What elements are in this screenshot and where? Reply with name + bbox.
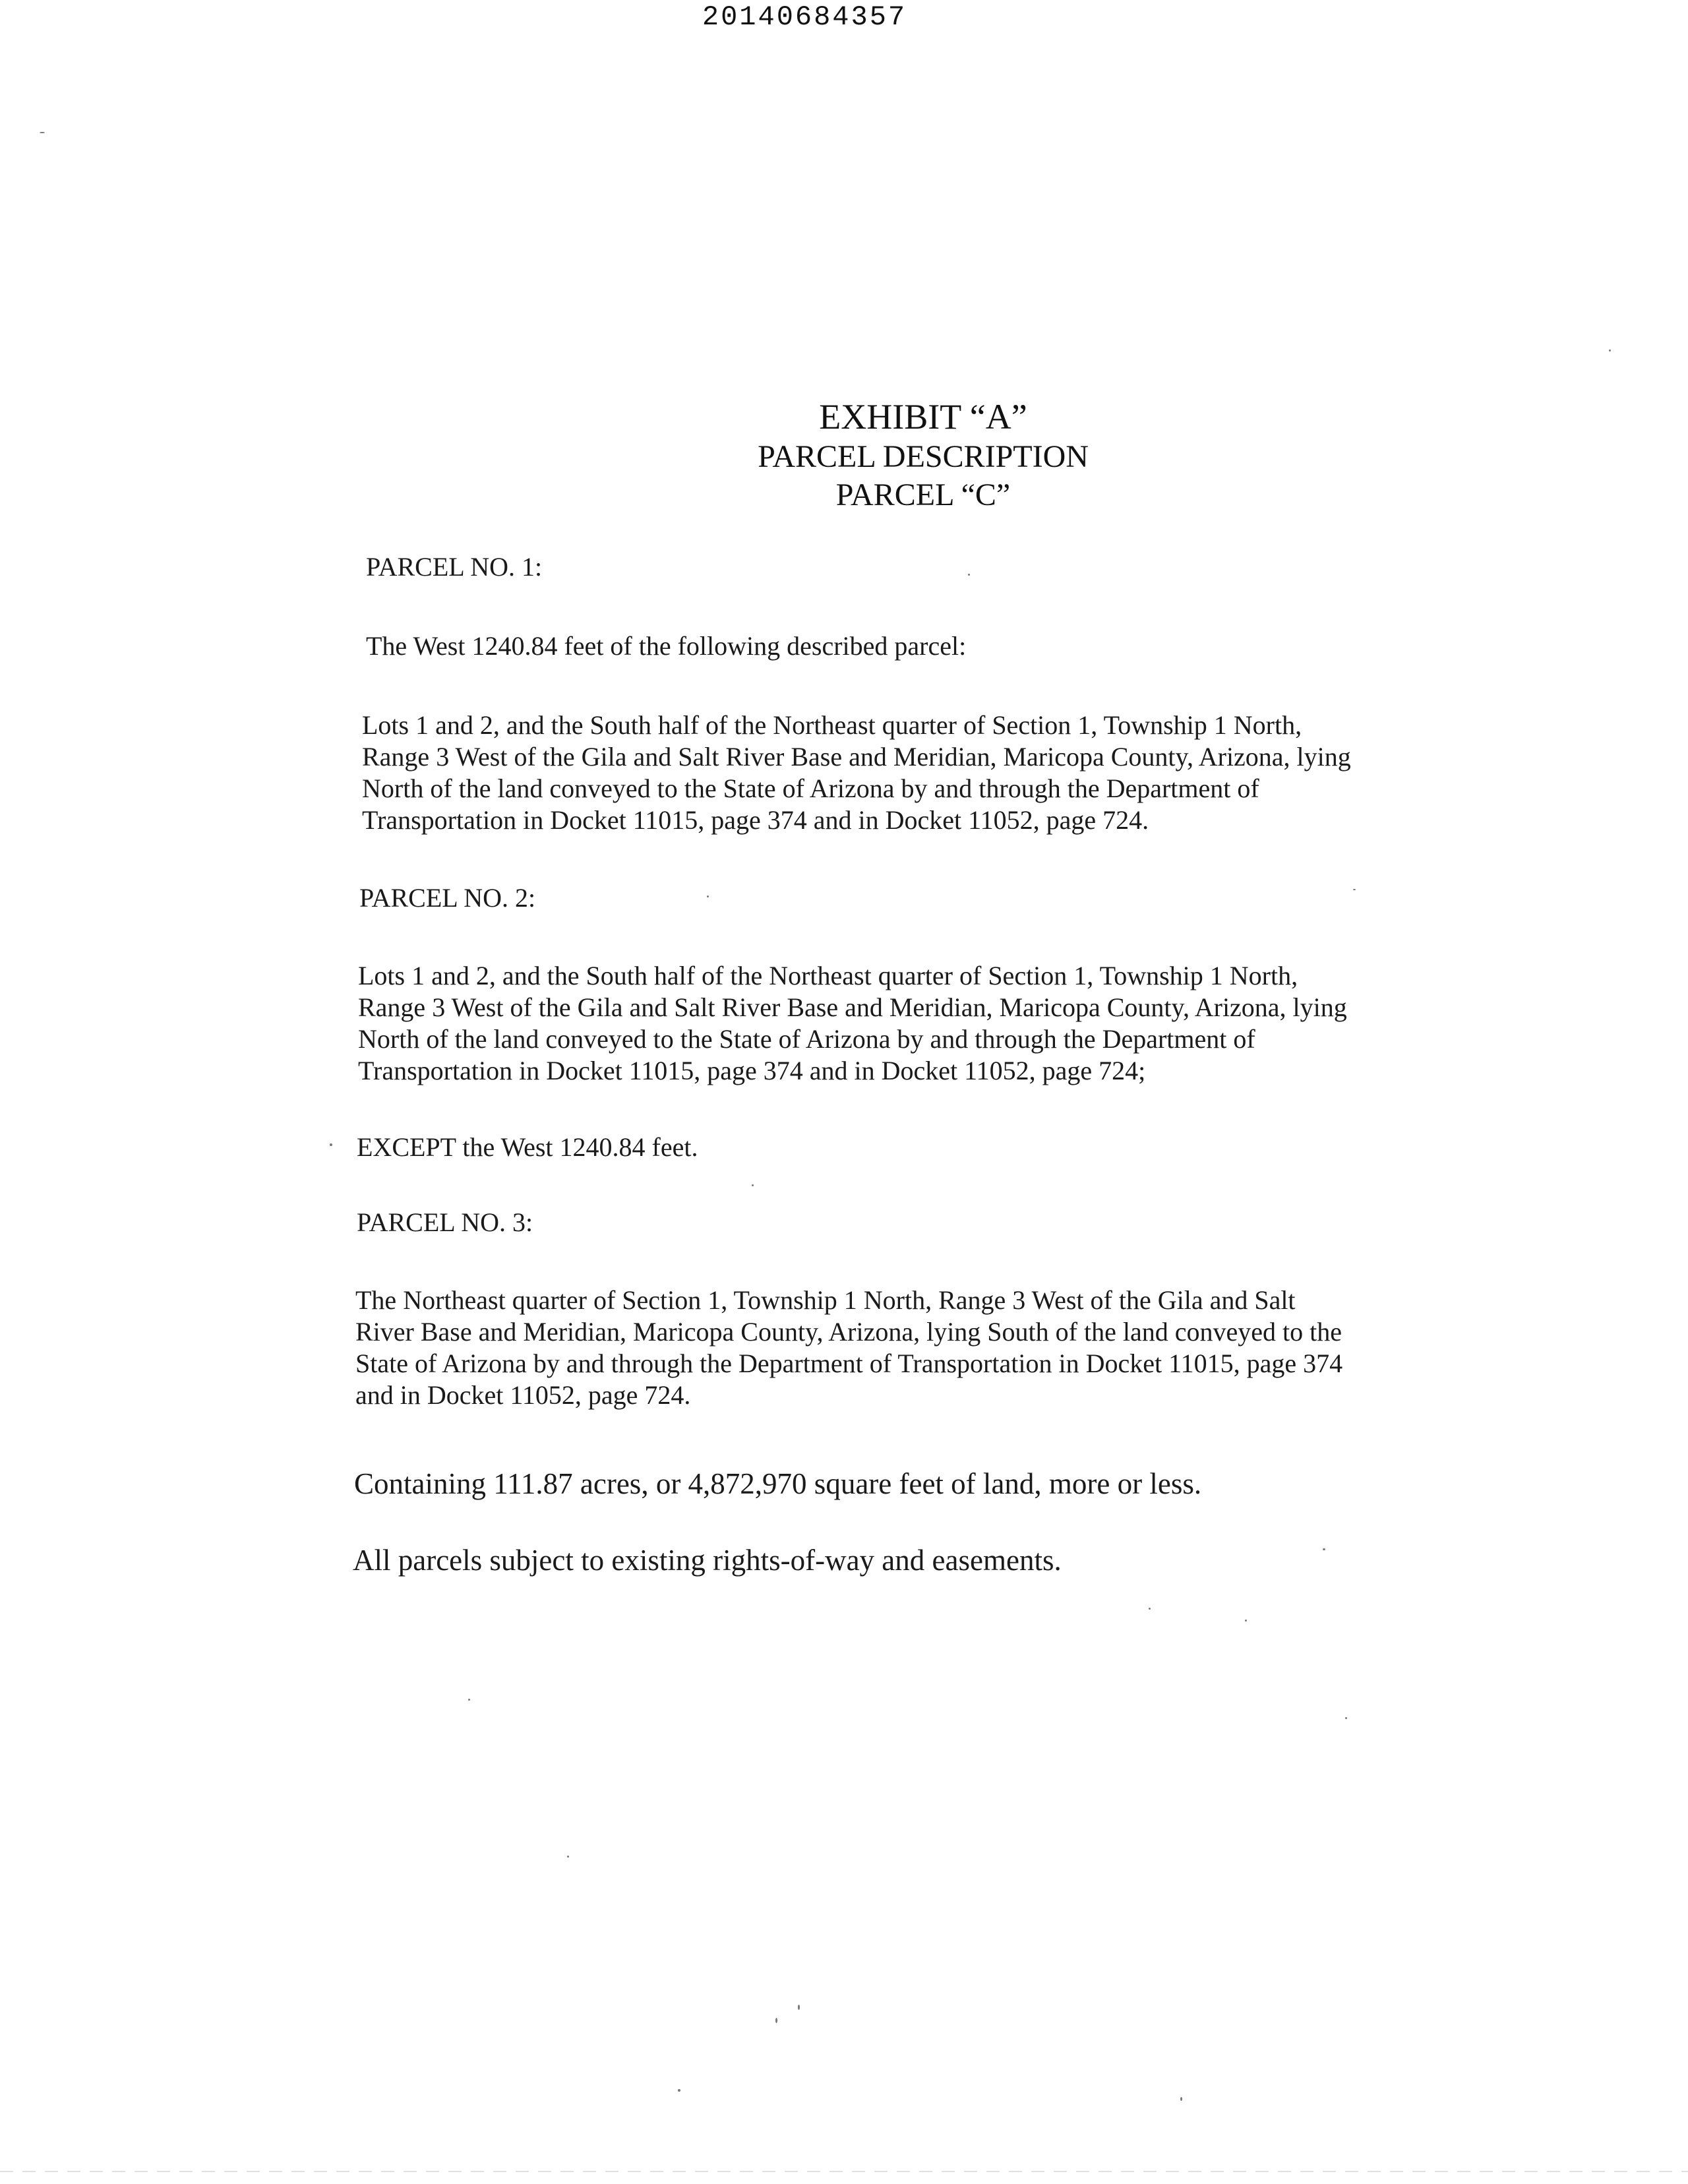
parcel2-line: North of the land conveyed to the State of Arizona by and through the Department of [358, 1024, 1255, 1054]
parcel3-line: and in Docket 11052, page 724. [355, 1380, 691, 1410]
scan-speck [1323, 1548, 1325, 1550]
area-statement: Containing 111.87 acres, or 4,872,970 square feet of land, more or less. [354, 1467, 1202, 1500]
recording-number: 20140684357 [702, 1, 907, 33]
scan-speck [1180, 2097, 1182, 2101]
parcel2-line: Range 3 West of the Gila and Salt River Base and Meridian, Maricopa County, Arizona, lying [358, 992, 1347, 1022]
scan-speck [468, 1699, 470, 1701]
parcel1-description [362, 710, 1549, 836]
parcel3-line: State of Arizona by and through the Department of Transportation in Docket 11015, page 374 [355, 1349, 1343, 1378]
parcel1-intro: The West 1240.84 feet of the following described parcel: [366, 631, 967, 661]
scan-speck [1149, 1608, 1151, 1610]
scan-speck [1609, 349, 1611, 351]
parcel3-heading: PARCEL NO. 3: [357, 1207, 533, 1237]
parcel1-heading: PARCEL NO. 1: [366, 552, 543, 582]
scan-speck [40, 132, 45, 133]
description-subtitle: PARCEL DESCRIPTION [758, 439, 1089, 474]
scan-speck [1345, 1717, 1347, 1719]
scan-speck [798, 2005, 800, 2010]
parcel2-exception: EXCEPT the West 1240.84 feet. [357, 1132, 698, 1162]
scan-speck [1353, 889, 1356, 890]
parcel3-description [355, 1285, 1542, 1411]
scan-speck [678, 2089, 680, 2092]
parcel1-line: North of the land conveyed to the State of Arizona by and through the Department of [362, 774, 1259, 803]
scan-speck [567, 1856, 569, 1858]
scan-edge-line [0, 2171, 1688, 2172]
scan-speck [707, 895, 709, 897]
scan-speck [775, 2018, 777, 2023]
parcel-label: PARCEL “C” [835, 477, 1011, 512]
parcel2-description [358, 960, 1545, 1087]
scan-speck [330, 1143, 332, 1146]
easements-statement: All parcels subject to existing rights-of-way and easements. [353, 1544, 1062, 1577]
exhibit-title: EXHIBIT “A” [819, 397, 1027, 437]
parcel3-line: The Northeast quarter of Section 1, Township 1 North, Range 3 West of the Gila and Salt [355, 1285, 1296, 1315]
parcel1-line: Range 3 West of the Gila and Salt River Base and Meridian, Maricopa County, Arizona, lying [362, 742, 1351, 772]
parcel3-line: River Base and Meridian, Maricopa County, Arizona, lying South of the land conveyed to the [355, 1317, 1342, 1347]
scan-speck [752, 1184, 754, 1186]
parcel2-heading: PARCEL NO. 2: [359, 883, 536, 913]
title-block [79, 396, 1688, 514]
parcel2-line: Transportation in Docket 11015, page 374 and in Docket 11052, page 724; [358, 1056, 1146, 1085]
scan-speck [968, 574, 970, 576]
parcel1-line: Lots 1 and 2, and the South half of the Northeast quarter of Section 1, Township 1 North, [362, 710, 1302, 740]
parcel2-line: Lots 1 and 2, and the South half of the Northeast quarter of Section 1, Township 1 North, [358, 961, 1298, 990]
scan-speck [1245, 1620, 1247, 1622]
parcel1-line: Transportation in Docket 11015, page 374 and in Docket 11052, page 724. [362, 805, 1149, 835]
